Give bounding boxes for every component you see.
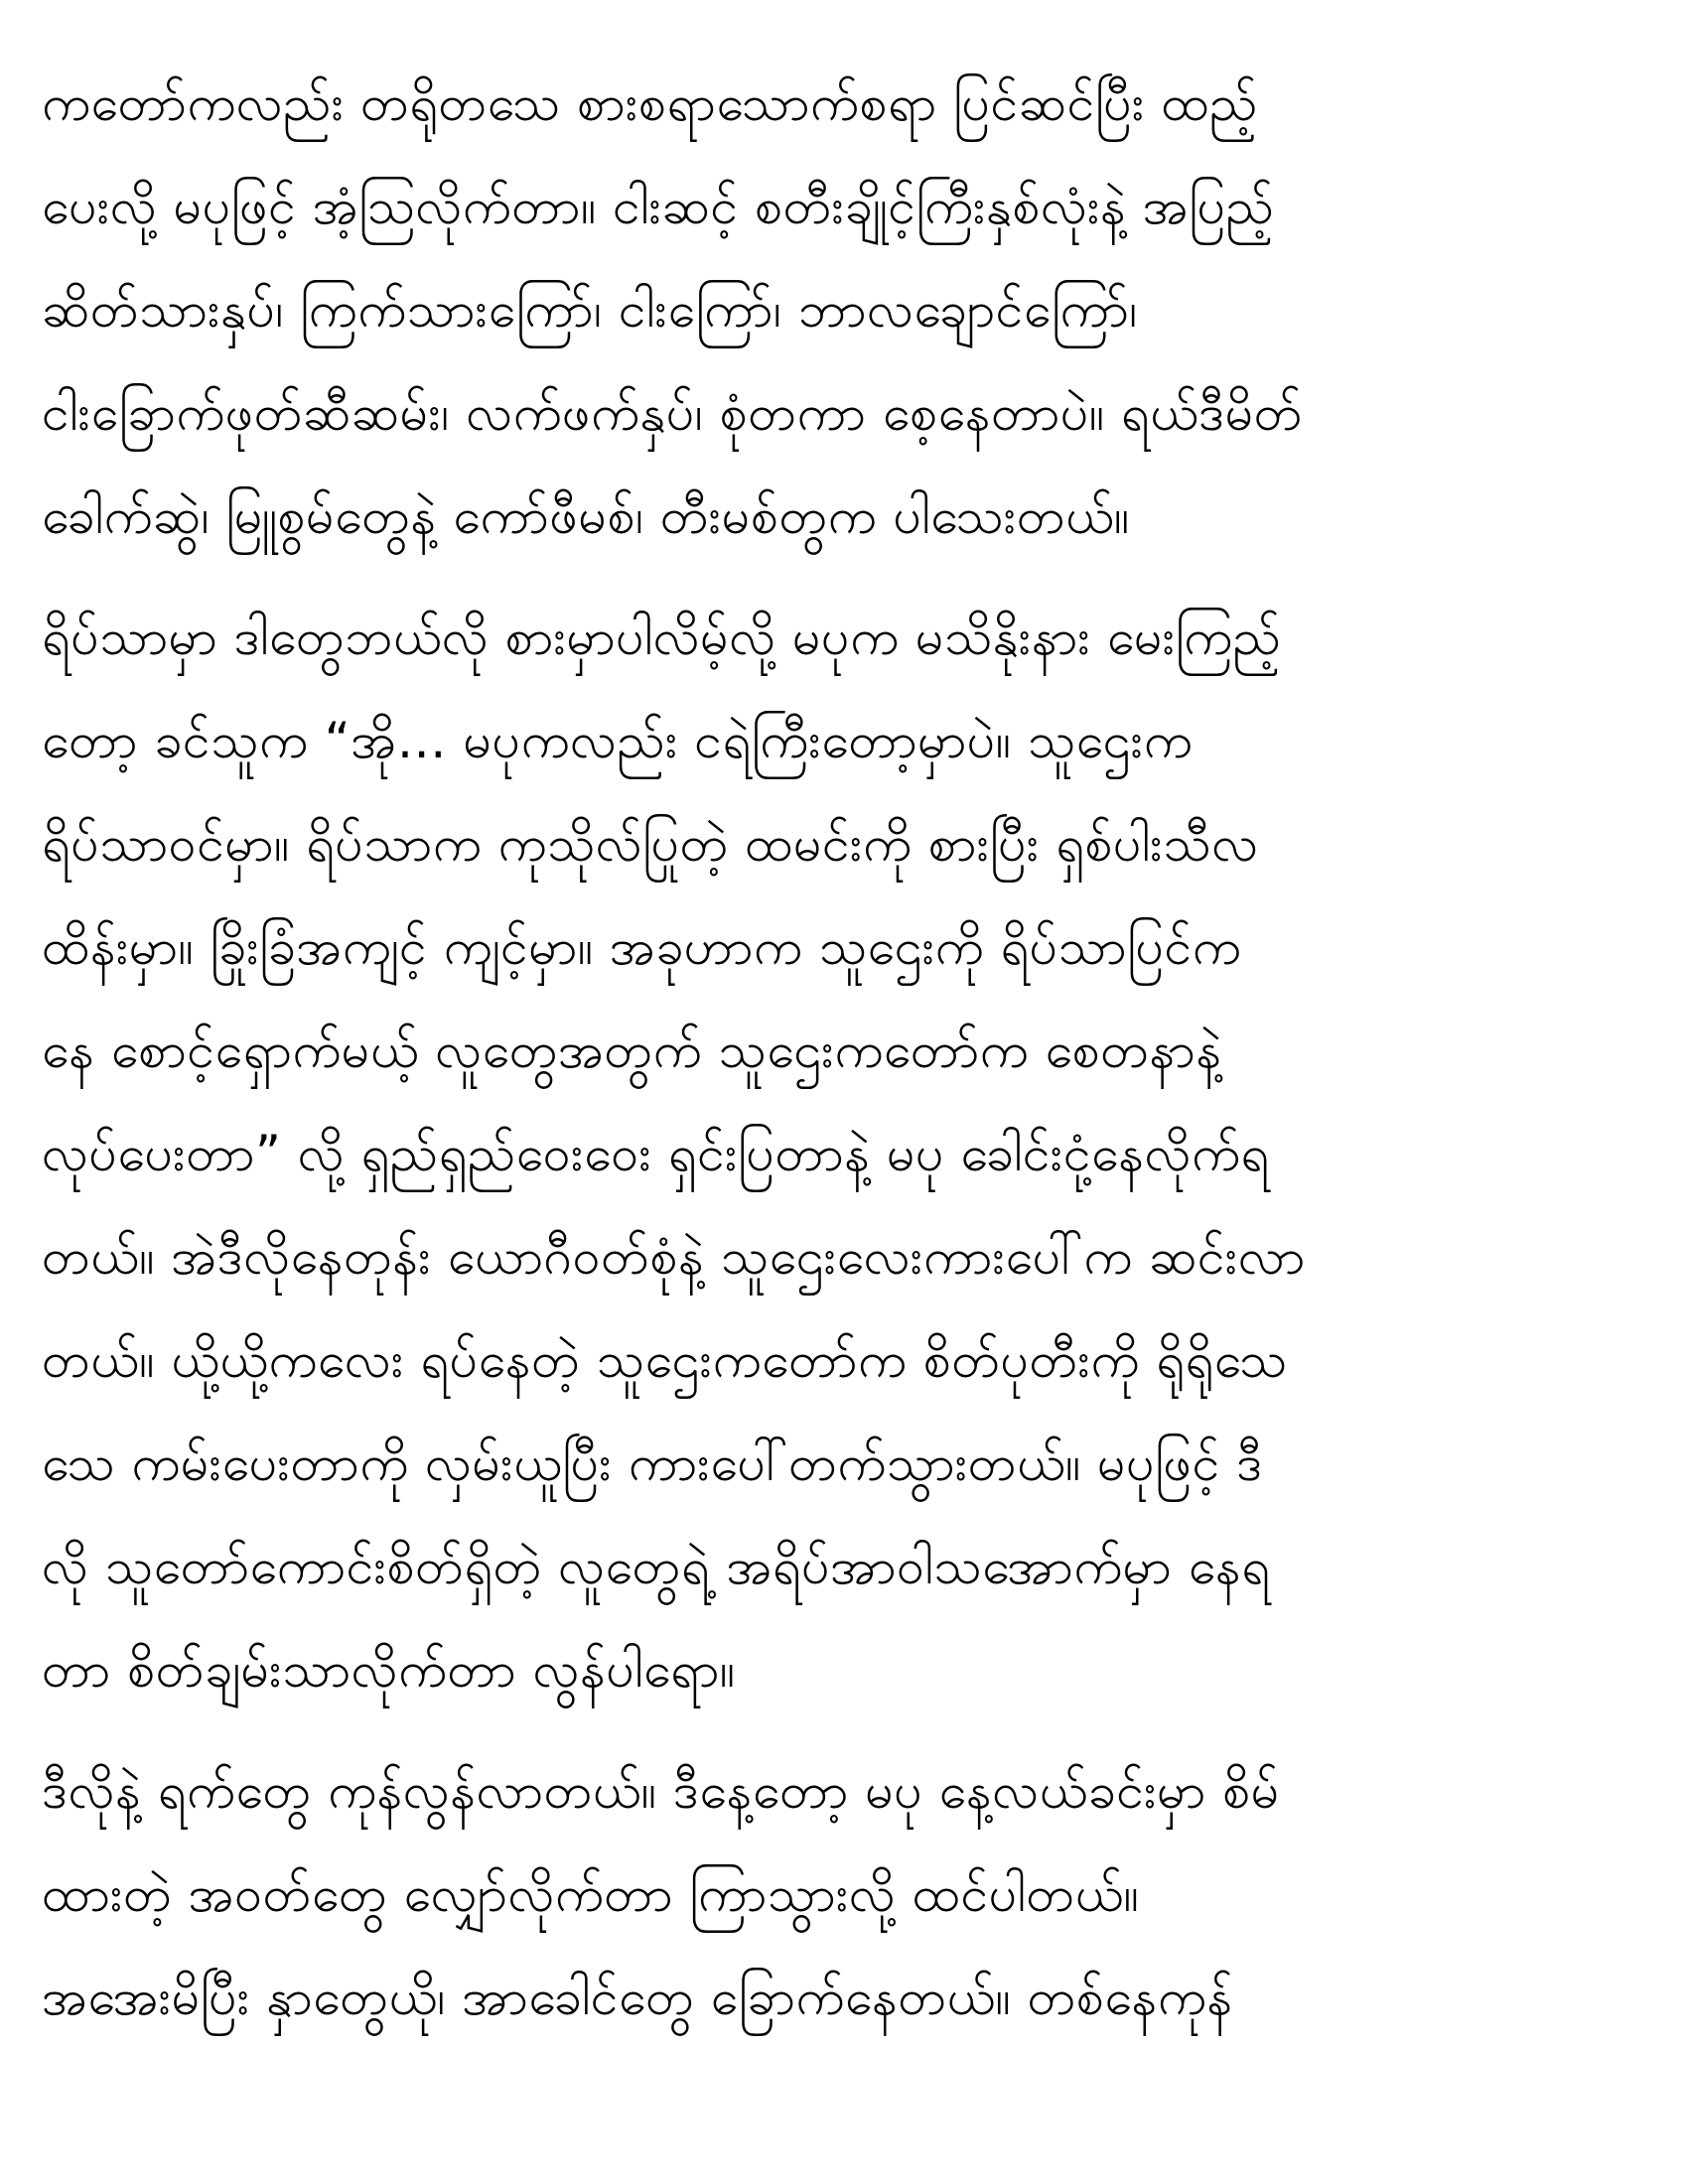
text-line: တယ်။ အဲဒီလိုနေတုန်း ယောဂီဝတ်စုံနဲ့ သူဌေးလေးကားပေါ်က ဆင်းလာ	[42, 1228, 1306, 1286]
text-line: ခေါက်ဆွဲ၊ မြူစွမ်တွေနဲ့ ကော်ဖီမစ်၊ တီးမစ်တွက ပါသေးတယ်။	[42, 487, 1130, 545]
text-line: ထားတဲ့ အဝတ်တွေ လျှော်လိုက်တာ ကြာသွားလို့ ထင်ပါတယ်။	[42, 1865, 1140, 1923]
text-line: တယ်။ ယို့ယို့ကလေး ရပ်နေတဲ့ သူဌေးကတော်က စိတ်ပုတီးကို ရိုရိုသေ	[42, 1331, 1288, 1389]
text-line: တော့ ခင်သူက “အို… မပုကလည်း ငရဲကြီးတော့မှာပဲ။ သူဌေးက	[42, 712, 1194, 769]
paragraph-1	[42, 52, 1638, 568]
paragraph-3	[42, 1739, 1638, 2049]
text-line: လို သူတော်ကောင်းစိတ်ရှိတဲ့ လူတွေရဲ့ အရိပ်အာဝါသအောက်မှာ နေရ	[42, 1538, 1271, 1595]
text-line: သေ ကမ်းပေးတာကို လှမ်းယူပြီး ကားပေါ်တက်သွားတယ်။ မပုဖြင့် ဒီ	[42, 1434, 1263, 1492]
text-line: ထိန်းမှာ။ ခြိုးခြံအကျင့် ကျင့်မှာ။ အခုဟာက သူဌေးကို ရိပ်သာပြင်က	[42, 918, 1242, 976]
text-line: ငါးခြောက်ဖုတ်ဆီဆမ်း၊ လက်ဖက်နှပ်၊ စုံတကာ စေ့နေတာပဲ။ ရယ်ဒီမိတ်	[42, 384, 1303, 442]
text-line: တာ စိတ်ချမ်းသာလိုက်တာ လွန်ပါရော။	[42, 1641, 736, 1699]
text-line: ရိပ်သာဝင်မှာ။ ရိပ်သာက ကုသိုလ်ပြုတဲ့ ထမင်းကို စားပြီး ရှစ်ပါးသီလ	[42, 815, 1259, 873]
text-line: အအေးမိပြီး နှာတွေယို၊ အာခေါင်တွေ ခြောက်နေတယ်။ တစ်နေကုန်	[42, 1969, 1233, 2026]
text-line: ဆိတ်သားနှပ်၊ ကြက်သားကြော်၊ ငါးကြော်၊ ဘာလချောင်ကြော်၊	[42, 281, 1138, 339]
text-line: ဒီလိုနဲ့ ရက်တွေ ကုန်လွန်လာတယ်။ ဒီနေ့တော့ မပု နေ့လယ်ခင်းမှာ စိမ်	[42, 1762, 1280, 1820]
text-line: လုပ်ပေးတာ” လို့ ရှည်ရှည်ဝေးဝေး ရှင်းပြတာနဲ့ မပု ခေါင်းငုံ့နေလိုက်ရ	[42, 1125, 1270, 1182]
paragraph-2	[42, 586, 1638, 1721]
body-text	[42, 52, 1638, 2049]
text-line: ပေးလို့ မပုဖြင့် အံ့သြလိုက်တာ။ ငါးဆင့် စတီးချိုင့်ကြီးနှစ်လုံးနဲ့ အပြည့်	[42, 178, 1275, 235]
text-line: နေ စောင့်ရှောက်မယ့် လူတွေအတွက် သူဌေးကတော်က စေတနာနဲ့	[42, 1022, 1222, 1079]
text-line: ရိပ်သာမှာ ဒါတွေဘယ်လို စားမှာပါလိမ့်လို့ မပုက မသိနိုးနား မေးကြည့်	[42, 609, 1282, 666]
text-line: ကတော်ကလည်း တရိုတသေ စားစရာသောက်စရာ ပြင်ဆင်ပြီး ထည့်	[42, 74, 1259, 132]
